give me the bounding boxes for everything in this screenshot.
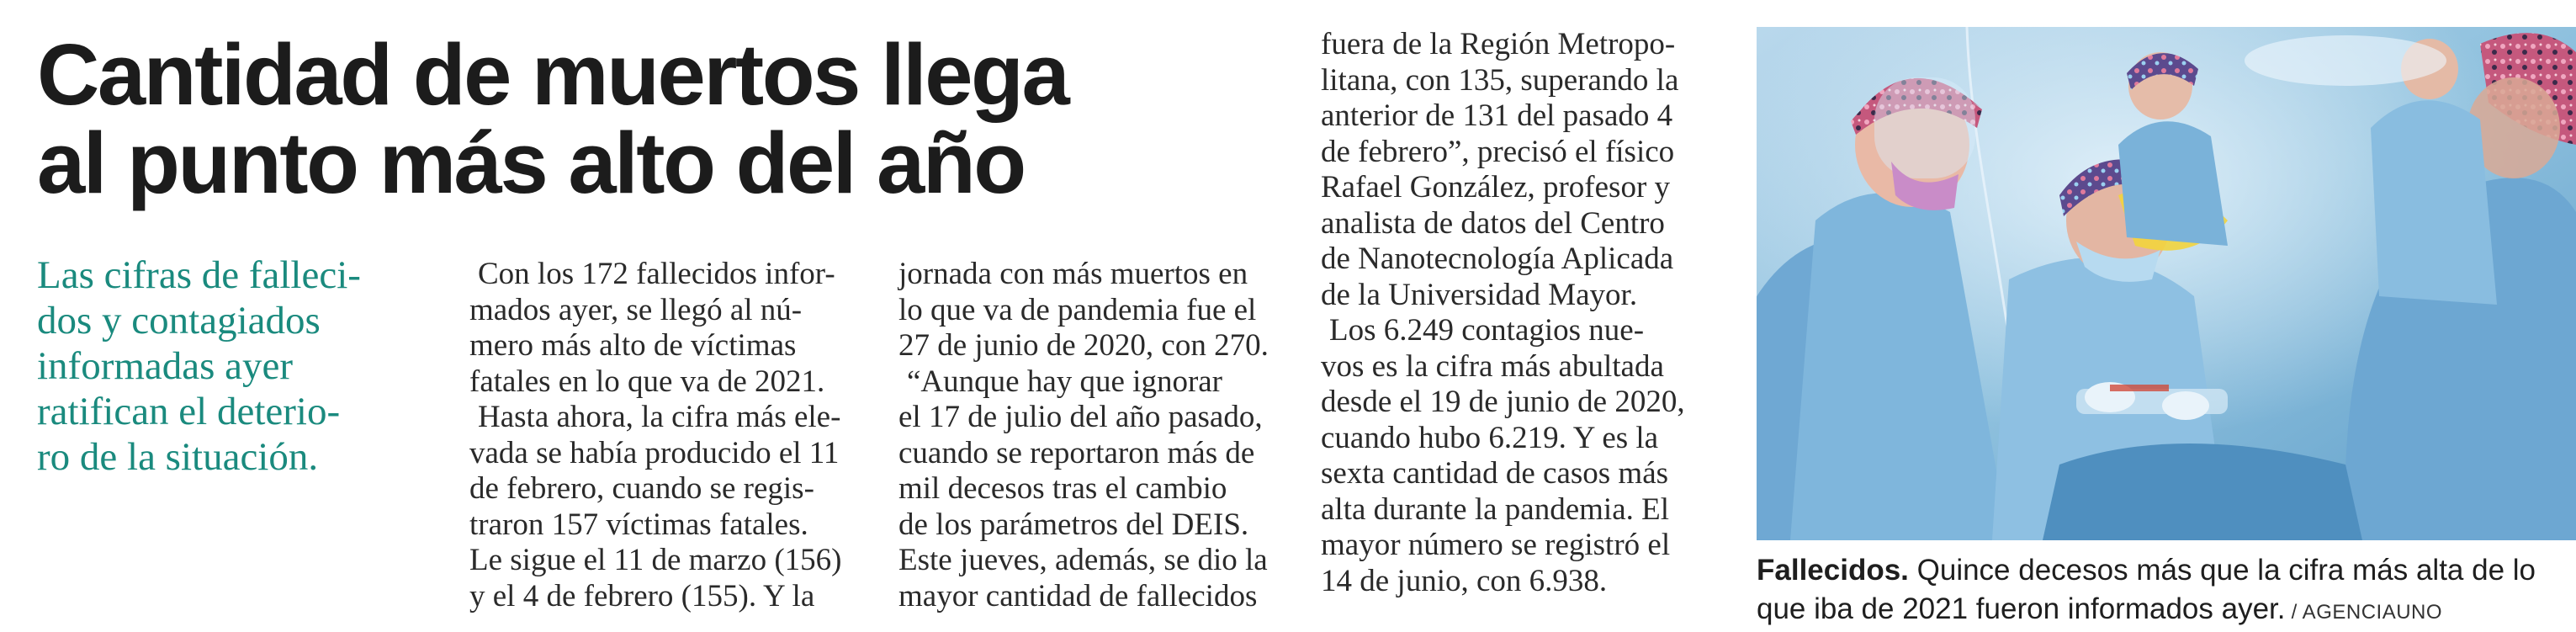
body-column-1 bbox=[469, 257, 872, 614]
caption-lead: Fallecidos. bbox=[1757, 554, 1909, 587]
deck-line: dos y contagiados bbox=[37, 299, 321, 343]
body-line: mayor número se registró el bbox=[1321, 528, 1671, 562]
body-line: fatales en lo que va de 2021. bbox=[469, 364, 825, 399]
deck-line: Las cifras de falleci- bbox=[37, 253, 361, 297]
body-line: de los parámetros del DEIS. bbox=[898, 507, 1249, 542]
deck-line: ratifican el deterio- bbox=[37, 390, 341, 433]
body-line: traron 157 víctimas fatales. bbox=[469, 507, 808, 542]
body-line: mados ayer, se llegó al nú- bbox=[469, 292, 803, 327]
body-line: Este jueves, además, se dio la bbox=[898, 543, 1268, 577]
body-line: Hasta ahora, la cifra más ele- bbox=[478, 400, 841, 434]
body-column-2 bbox=[898, 257, 1301, 614]
body-line: mayor cantidad de fallecidos bbox=[898, 578, 1258, 613]
headline bbox=[37, 26, 1282, 211]
deck-line: ro de la situación. bbox=[37, 435, 319, 479]
body-line: Rafael González, profesor y bbox=[1321, 170, 1671, 204]
body-line: “Aunque hay que ignorar bbox=[907, 364, 1223, 399]
deck-line: informadas ayer bbox=[37, 344, 294, 388]
medical-staff-photo bbox=[1757, 27, 2576, 540]
body-line: Le sigue el 11 de marzo (156) bbox=[469, 543, 842, 577]
body-line: lo que va de pandemia fue el bbox=[898, 292, 1257, 327]
caption-line-2 bbox=[1757, 590, 2576, 632]
deck-subheadline bbox=[37, 252, 432, 480]
caption-text-2: que iba de 2021 fueron informados ayer. bbox=[1757, 592, 2286, 625]
body-line: sexta cantidad de casos más bbox=[1321, 456, 1669, 491]
body-line: alta durante la pandemia. El bbox=[1321, 491, 1670, 527]
body-line: jornada con más muertos en bbox=[898, 257, 1248, 291]
photo-credit: / AGENCIAUNO bbox=[2285, 601, 2443, 624]
news-photo bbox=[1757, 27, 2576, 540]
body-line: vada se había producido el 11 bbox=[469, 435, 840, 470]
body-line: anterior de 131 del pasado 4 bbox=[1321, 98, 1673, 133]
body-line: y el 4 de febrero (155). Y la bbox=[469, 578, 815, 613]
body-line: mero más alto de víctimas bbox=[469, 328, 797, 363]
body-line: de la Universidad Mayor. bbox=[1321, 277, 1638, 312]
body-line: vos es la cifra más abultada bbox=[1321, 348, 1664, 384]
body-line: fuera de la Región Metropo- bbox=[1321, 27, 1676, 61]
body-line: litana, con 135, superando la bbox=[1321, 62, 1679, 98]
body-line: desde el 19 de junio de 2020, bbox=[1321, 385, 1685, 419]
body-line: de febrero, cuando se regis- bbox=[469, 471, 814, 506]
body-line: analista de datos del Centro bbox=[1321, 205, 1665, 241]
body-line: el 17 de julio del año pasado, bbox=[898, 400, 1263, 434]
body-line: Con los 172 fallecidos infor- bbox=[478, 257, 835, 291]
body-column-3 bbox=[1321, 27, 1723, 599]
caption-text-1: Quince decesos más que la cifra más alta de lo bbox=[1908, 554, 2536, 587]
body-line: mil decesos tras el cambio bbox=[898, 471, 1227, 506]
photo-caption bbox=[1757, 551, 2576, 632]
caption-line-1 bbox=[1757, 551, 2576, 590]
body-line: cuando se reportaron más de bbox=[898, 435, 1255, 470]
body-line: de febrero”, precisó el físico bbox=[1321, 134, 1675, 169]
headline-line-2: al punto más alto del año bbox=[37, 114, 1025, 211]
body-line: de Nanotecnología Aplicada bbox=[1321, 242, 1674, 276]
body-line: 27 de junio de 2020, con 270. bbox=[898, 328, 1269, 363]
body-line: 14 de junio, con 6.938. bbox=[1321, 563, 1608, 598]
headline-line-1: Cantidad de muertos llega bbox=[37, 26, 1068, 123]
body-line: Los 6.249 contagios nue- bbox=[1329, 313, 1645, 348]
body-line: cuando hubo 6.219. Y es la bbox=[1321, 420, 1659, 455]
